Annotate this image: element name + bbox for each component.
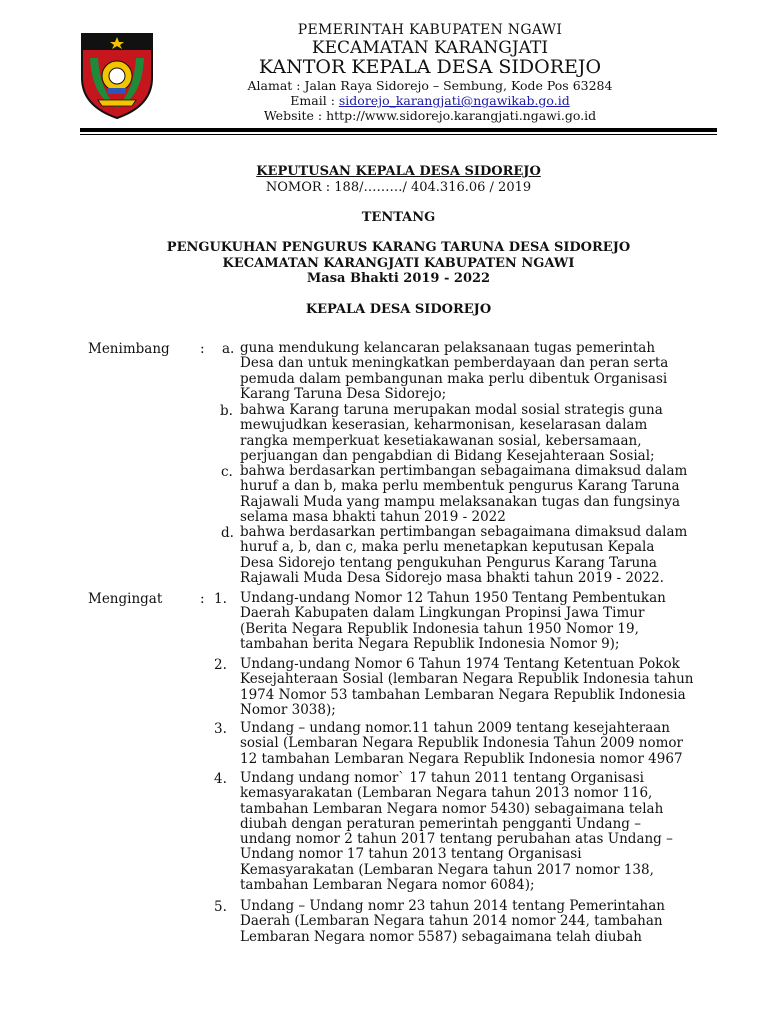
menimbang-item-c [240,464,728,525]
text-line: guna mendukung kelancaran pelaksanaan tugas pemerintah [240,340,656,356]
text-line: selama masa bhakti tahun 2019 - 2022 [240,508,506,525]
text-line: tambahan Lembaran Negara nomor 6084); [240,877,535,894]
mengingat-label: Mengingat [88,591,163,607]
decree-subject-line-3: Masa Bhakti 2019 - 2022 [306,271,491,286]
text-line: rangka memperkuat kesetiakawanan sosial, kebersamaan, [240,432,642,449]
text-line: sosial (Lembaran Negara Republik Indonesia Tahun 2009 nomor [240,735,683,752]
mengingat-mark: 2. [214,657,227,673]
menimbang-mark: b. [220,403,233,419]
ngawi-regency-emblem [78,28,156,120]
text-line: Desa Sidorejo tentang pengukuhan Pengurus Karang Taruna [240,554,657,571]
decree-number: NOMOR : 188/………/ 404.316.06 / 2019 [265,180,532,195]
decree-official: KEPALA DESA SIDOREJO [305,302,492,317]
menimbang-colon: : [200,341,205,357]
menimbang-item-a [240,341,728,402]
text-line: bahwa berdasarkan pertimbangan sebagaimana dimaksud dalam [240,524,688,540]
decree-title: KEPUTUSAN KEPALA DESA SIDOREJO [256,164,541,179]
mengingat-item-5 [240,899,728,945]
text-line: diubah dengan peraturan pemerintah pengganti Undang – [240,815,641,832]
menimbang-label: Menimbang [88,341,170,357]
text-line: Kemasyarakatan (Lembaran Negara tahun 2017 nomor 138, [240,861,654,878]
menimbang-mark: a. [222,341,235,357]
text-line: bahwa Karang taruna merupakan modal sosial strategis guna [240,402,663,418]
mengingat-item-3 [240,721,728,767]
text-line: Undang-undang Nomor 12 Tahun 1950 Tentang Pembentukan [240,590,666,606]
letterhead-government: PEMERINTAH KABUPATEN NGAWI [297,22,563,38]
text-line: kemasyarakatan (Lembaran Negara tahun 2013 nomor 116, [240,785,653,802]
text-line: 12 tambahan Lembaran Negara Republik Indonesia nomor 4967 [240,750,683,767]
text-line: Undang-undang Nomor 6 Tahun 1974 Tentang Ketentuan Pokok [240,656,680,672]
letterhead-email-line [150,93,710,108]
decree-subject-line-2: KECAMATAN KARANGJATI KABUPATEN NGAWI [222,256,575,271]
text-line: Desa dan untuk meningkatkan pemberdayaan dan peran serta [240,355,669,372]
text-line: Karang Taruna Desa Sidorejo; [240,385,447,402]
text-line: Lembaran Negara nomor 5587) sebagaimana telah diubah [240,928,642,945]
text-line: Daerah Kabupaten dalam Lingkungan Propinsi Jawa Timur [240,605,645,622]
text-line: Rajawali Muda Desa Sidorejo masa bhakti tahun 2019 - 2022. [240,569,664,586]
mengingat-mark: 1. [214,591,227,607]
text-line: Daerah (Lembaran Negara tahun 2014 nomor 244, tambahan [240,913,663,930]
menimbang-item-d [240,525,728,586]
text-line: Rajawali Muda yang mampu melaksanakan tugas dan fungsinya [240,493,680,510]
letterhead-office: KANTOR KEPALA DESA SIDOREJO [258,56,602,78]
menimbang-item-b [240,403,728,464]
text-line: bahwa berdasarkan pertimbangan sebagaimana dimaksud dalam [240,463,688,479]
letterhead-address: Alamat : Jalan Raya Sidorejo – Sembung, Kode Pos 63284 [247,78,613,93]
text-line: Undang – undang nomor.11 tahun 2009 tentang kesejahteraan [240,720,671,736]
text-line: Undang undang nomor` 17 tahun 2011 tentang Organisasi [240,770,644,786]
menimbang-mark: d. [221,525,234,541]
mengingat-item-2 [240,657,728,718]
email-link[interactable]: sidorejo_karangjati@ngawikab.go.id [338,93,570,108]
text-line: (Berita Negara Republik Indonesia tahun 1950 Nomor 19, [240,620,639,637]
text-line: Nomor 3038); [240,701,336,718]
text-line: Kesejahteraan Sosial (lembaran Negara Republik Indonesia tahun [240,671,694,688]
text-line: undang nomor 2 tahun 2017 tentang perubahan atas Undang – [240,831,673,848]
mengingat-item-1 [240,591,728,652]
email-label: Email : [290,93,339,108]
text-line: 1974 Nomor 53 tambahan Lembaran Negara Republik Indonesia [240,686,686,703]
text-line: perjuangan dan pengabdian di Bidang Kesejahteraan Sosial; [240,447,655,464]
decree-subject-line-1: PENGUKUHAN PENGURUS KARANG TARUNA DESA SIDOREJO [166,240,631,255]
mengingat-mark: 4. [214,771,227,787]
text-line: Undang – Undang nomr 23 tahun 2014 tentang Pemerintahan [240,898,665,914]
text-line: huruf a, b, dan c, maka perlu menetapkan keputusan Kepala [240,539,655,556]
letterhead-district: KECAMATAN KARANGJATI [311,38,549,58]
letterhead-thick-rule [80,128,717,132]
decree-about: TENTANG [361,210,436,225]
mengingat-colon: : [200,591,205,607]
mengingat-item-4 [240,771,728,893]
letterhead-website: Website : http://www.sidorejo.karangjati.ngawi.go.id [263,108,597,123]
text-line: huruf a dan b, maka perlu membentuk pengurus Karang Taruna [240,478,680,495]
mengingat-mark: 5. [214,899,227,915]
mengingat-mark: 3. [214,721,227,737]
letterhead-thin-rule [80,134,717,135]
text-line: tambahan Lembaran Negara nomor 5430) sebagaimana telah [240,800,664,817]
text-line: pemuda dalam pembangunan maka perlu dibentuk Organisasi [240,370,668,387]
text-line: mewujudkan keserasian, keharmonisan, keselarasan dalam [240,417,648,434]
menimbang-mark: c. [221,464,233,480]
text-line: Undang nomor 17 tahun 2013 tentang Organisasi [240,846,582,863]
text-line: tambahan berita Negara Republik Indonesia Nomor 9); [240,635,620,652]
